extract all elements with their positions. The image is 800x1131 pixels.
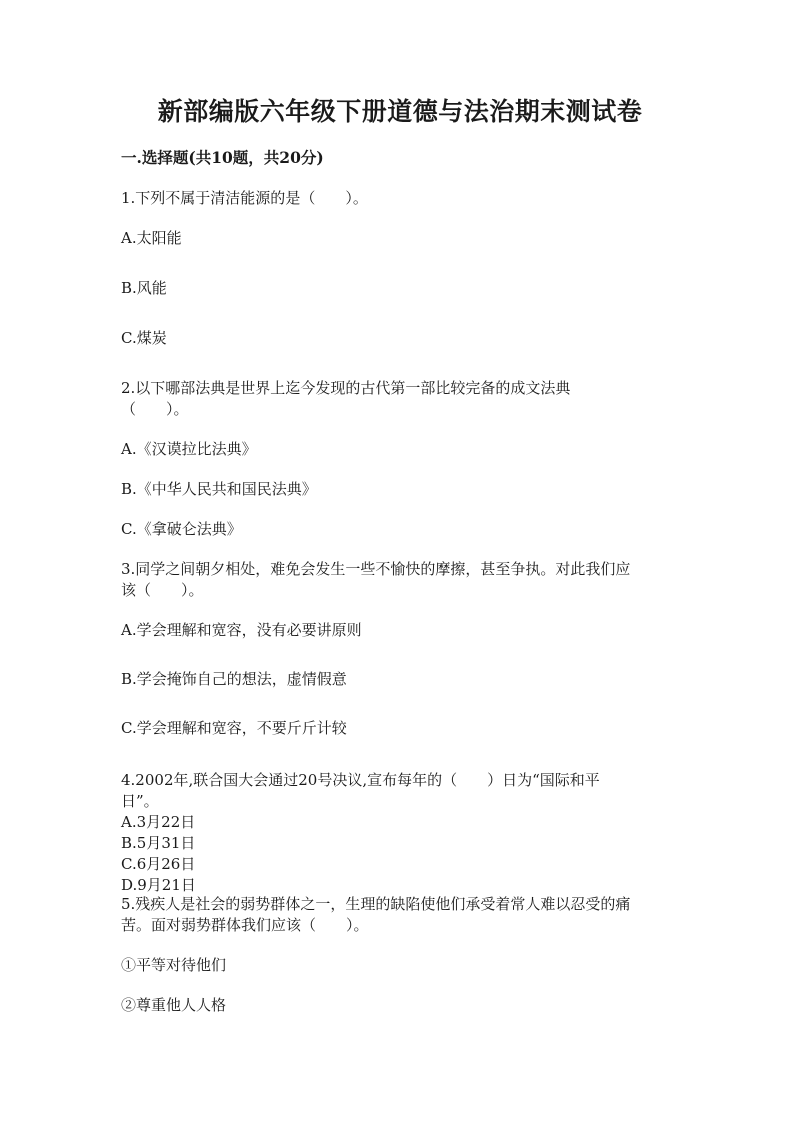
question-5-option-1: ①平等对待他们 bbox=[121, 956, 227, 974]
question-4-option-b: B.5月31日 bbox=[121, 834, 196, 852]
section-heading: 一.选择题(共10题，共20分) bbox=[121, 148, 324, 167]
question-1-stem: 1.下列不属于清洁能源的是（ ）。 bbox=[121, 189, 368, 207]
question-3-option-a: A.学会理解和宽容，没有必要讲原则 bbox=[121, 621, 362, 639]
question-2-option-b: B.《中华人民共和国民法典》 bbox=[121, 480, 317, 498]
question-2-stem-line-2: （ ）。 bbox=[121, 400, 189, 418]
question-2-option-c: C.《拿破仑法典》 bbox=[121, 520, 242, 538]
question-5-stem-line-2: 苦。面对弱势群体我们应该（ ）。 bbox=[121, 916, 369, 934]
question-1-option-a: A.太阳能 bbox=[121, 229, 182, 247]
question-5-stem-line-1: 5.残疾人是社会的弱势群体之一，生理的缺陷使他们承受着常人难以忍受的痛 bbox=[121, 895, 631, 913]
question-3-option-c: C.学会理解和宽容，不要斤斤计较 bbox=[121, 719, 347, 737]
question-4-stem-line-1: 4.2002年,联合国大会通过20号决议,宣布每年的（ ）日为“国际和平 bbox=[121, 771, 600, 789]
question-3-stem-line-2: 该（ ）。 bbox=[121, 581, 204, 599]
question-1-option-c: C.煤炭 bbox=[121, 329, 167, 347]
question-2-stem-line-1: 2.以下哪部法典是世界上迄今发现的古代第一部比较完备的成文法典 bbox=[121, 379, 571, 397]
question-3-option-b: B.学会掩饰自己的想法，虚情假意 bbox=[121, 670, 347, 688]
question-4-option-d: D.9月21日 bbox=[121, 876, 196, 894]
page-title: 新部编版六年级下册道德与法治期末测试卷 bbox=[157, 97, 643, 126]
question-4-option-a: A.3月22日 bbox=[121, 813, 196, 831]
question-3-stem-line-1: 3.同学之间朝夕相处，难免会发生一些不愉快的摩擦，甚至争执。对此我们应 bbox=[121, 560, 631, 578]
question-5-option-2: ②尊重他人人格 bbox=[121, 996, 227, 1014]
question-4-stem-line-2: 日”。 bbox=[121, 792, 159, 810]
question-1-option-b: B.风能 bbox=[121, 279, 167, 297]
question-4-option-c: C.6月26日 bbox=[121, 855, 196, 873]
question-2-option-a: A.《汉谟拉比法典》 bbox=[121, 440, 257, 458]
